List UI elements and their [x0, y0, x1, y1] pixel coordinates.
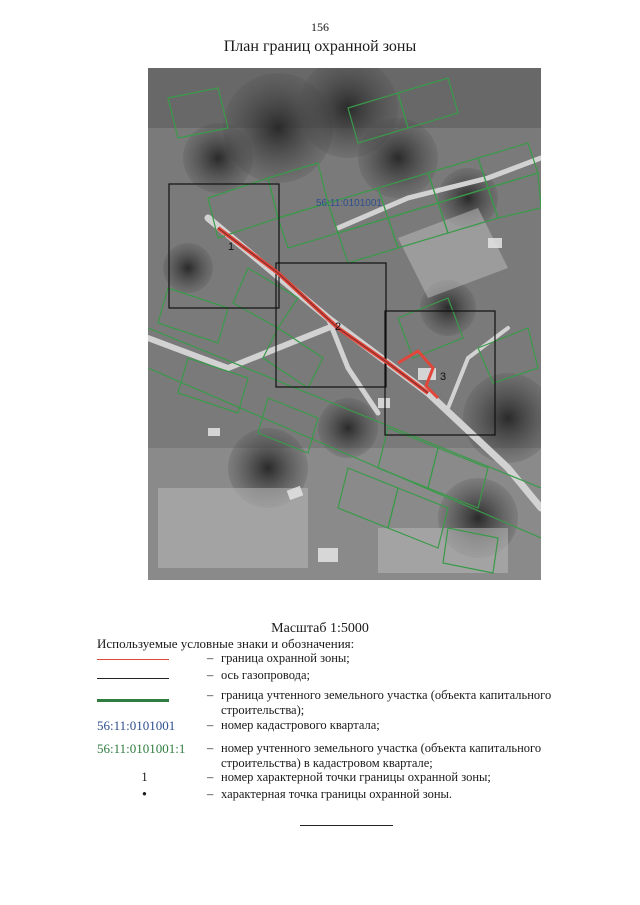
- point-label-2: 2: [335, 321, 342, 333]
- parcel-number-sample: 56:11:0101001:1: [97, 741, 186, 756]
- black-line-symbol: [97, 678, 169, 679]
- quarter-number-sample: 56:11:0101001: [97, 718, 176, 733]
- green-line-symbol: [97, 699, 169, 702]
- point-label-3: 3: [440, 371, 447, 383]
- aerial-map: [148, 68, 541, 580]
- page-number: 156: [311, 20, 329, 34]
- point-number-sample: 1: [141, 770, 148, 784]
- page-title: План границ охранной зоны: [223, 38, 417, 55]
- footer-rule: [300, 825, 393, 826]
- point-marker-sample: •: [142, 787, 147, 801]
- map-scale: Масштаб 1:5000: [271, 621, 369, 636]
- point-label-1: 1: [228, 241, 235, 253]
- legend-heading: Используемые условные знаки и обозначения:: [97, 636, 355, 651]
- quarter-number-label: 56:11:0101001: [316, 198, 382, 209]
- red-line-symbol: [97, 659, 169, 660]
